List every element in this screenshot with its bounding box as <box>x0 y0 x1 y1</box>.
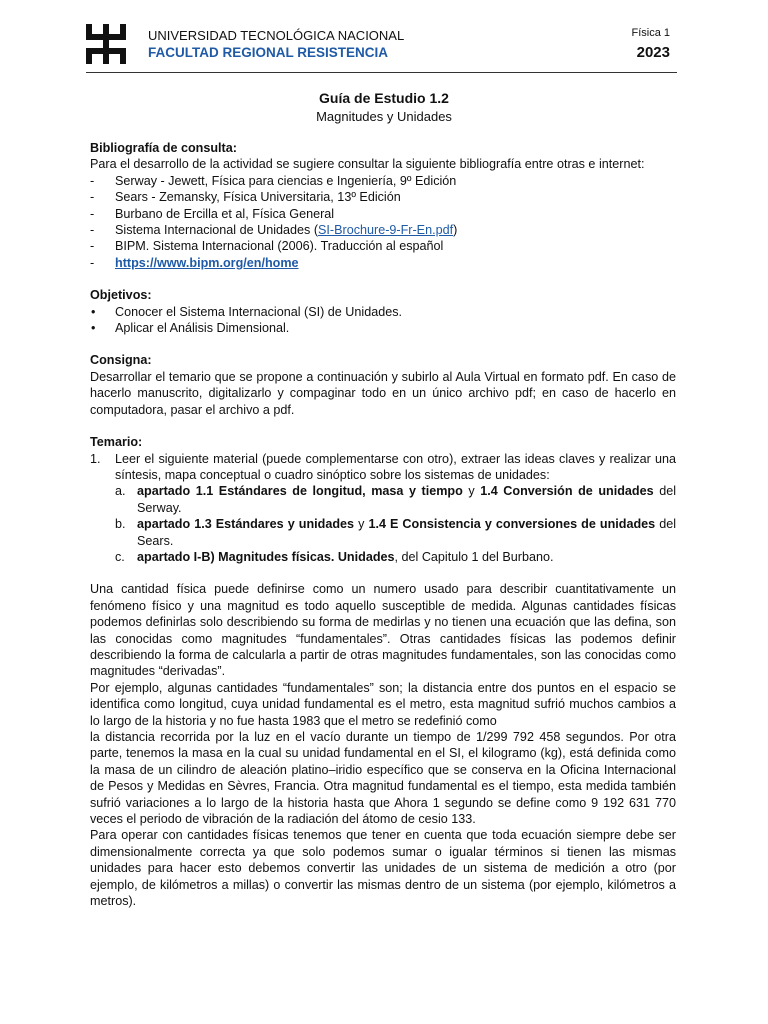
subitem-letter: b. <box>115 517 126 532</box>
bibliography-heading: Bibliografía de consulta: <box>90 141 237 155</box>
subitem-letter: c. <box>115 549 125 564</box>
bibliography-item: - BIPM. Sistema Internacional (2006). Traducción al español <box>90 238 676 254</box>
year-label: 2023 <box>636 44 670 61</box>
faculty-name: FACULTAD REGIONAL RESISTENCIA <box>148 45 389 60</box>
si-suffix: ) <box>453 223 458 238</box>
si-prefix: Sistema Internacional de Unidades ( <box>115 223 319 238</box>
body-paragraph: Una cantidad física puede definirse como un numero usado para describir cuantitativamente un fenómeno físico y una magnitud es todo aquello susceptible de medida. Algunas cantidades físicas podemos definirlas solo describiendo su forma de medirlas y no tienen una ecuación que las defina, son las conocidas como magnitudes “fundamentales”. Otras cantidades físicas las podemos definir describiendo la forma de calcularla a partir de otras magnitudes fundamentales, son las conocidas como magnitudes “derivadas”. <box>90 582 676 679</box>
header-divider <box>86 72 677 73</box>
assignment-heading: Consigna: <box>90 353 152 368</box>
bibliography-item: - Sears - Zemansky, Física Universitaria, 13º Edición <box>90 189 676 205</box>
bibliography-intro: Para el desarrollo de la actividad se sugiere consultar la siguiente bibliografía entre otras e internet: <box>90 157 645 172</box>
syllabus-heading: Temario: <box>90 435 143 450</box>
subitem-part: apartado I-B) Magnitudes físicas. Unidades <box>137 549 395 564</box>
si-brochure-link[interactable]: SI-Brochure-9-Fr-En.pdf <box>318 223 454 238</box>
bibliography-item-link <box>90 255 676 271</box>
subitem-letter: a. <box>115 484 126 499</box>
subject-label: Física 1 <box>631 27 670 39</box>
body-paragraph: Para operar con cantidades físicas tenemos que tener en cuenta que toda ecuación siempre debe ser dimensionalmente correcta ya que solo podemos sumar o igualar términos si tienen las mismas unidades para hacer esto debemos convertir las unidades de un sistema de medición a otro (por ejemplo, de kilómetros a millas) o convertir las mismas dentro de un sistema (por ejemplo, kilómetros a metros). <box>90 828 676 909</box>
objectives-heading: Objetivos: <box>90 288 152 303</box>
document-title: Guía de Estudio 1.2 <box>319 90 449 106</box>
spacer <box>90 271 676 287</box>
subitem-part: apartado 1.3 Estándares y unidades <box>137 517 355 532</box>
subitem-source: del Serway. <box>137 484 676 515</box>
bibliography-item: - Burbano de Ercilla et al, Física General <box>90 206 676 222</box>
syllabus-subitem <box>90 549 676 565</box>
utn-logo <box>86 24 126 64</box>
university-name: UNIVERSIDAD TECNOLÓGICA NACIONAL <box>148 28 405 43</box>
bibliography-list <box>90 173 676 271</box>
syllabus-sublist <box>90 483 676 565</box>
objective-item: • Aplicar el Análisis Dimensional. <box>90 320 676 336</box>
objective-item: • Conocer el Sistema Internacional (SI) de Unidades. <box>90 304 676 320</box>
subitem-connector: y <box>354 517 369 532</box>
document-body <box>90 140 676 909</box>
subitem-part: apartado 1.1 Estándares de longitud, masa y tiempo <box>137 484 463 499</box>
bibliography-item: - Serway - Jewett, Física para ciencias e Ingeniería, 9º Edición <box>90 173 676 189</box>
subitem-part: 1.4 E Consistencia y conversiones de unidades <box>368 517 656 532</box>
subitem-source: , del Capitulo 1 del Burbano. <box>394 549 554 564</box>
spacer <box>90 336 676 352</box>
spacer <box>90 565 676 581</box>
document-subtitle: Magnitudes y Unidades <box>316 109 452 124</box>
body-paragraph: la distancia recorrida por la luz en el vacío durante un tiempo de 1/299 792 458 segundos. Por otra parte, tenemos la masa en la cual su unidad fundamental en el SI, el kilogramo (kg), está definida como la masa de un cilindro de aleación platino–iridio específico que se conserva en la Oficina Internacional de Pesos y Medidas en Sèvres, Francia. Otra magnitud fundamental es el tiempo, esta medida también sufrió variaciones a lo largo de la historia hasta que Ahora 1 segundo se define como 9 192 631 770 veces el periodo de vibración de la radiación del átomo de cesio 133. <box>90 730 676 827</box>
syllabus-subitem <box>90 516 676 549</box>
bibliography-item-si <box>90 222 676 238</box>
bipm-link[interactable]: https://www.bipm.org/en/home <box>115 255 299 270</box>
syllabus-item <box>90 451 676 484</box>
assignment-text: Desarrollar el temario que se propone a continuación y subirlo al Aula Virtual en formato pdf. En caso de hacerlo manuscrito, digitalizarlo y compaginar todo en un único archivo pdf; en caso de hacerlo en computadora, pasar el archivo a pdf. <box>90 369 676 417</box>
syllabus-item-number: 1. <box>90 451 101 466</box>
subitem-part: 1.4 Conversión de unidades <box>480 484 654 499</box>
subitem-connector: y <box>462 484 481 499</box>
body-paragraph: Por ejemplo, algunas cantidades “fundamentales” son; la distancia entre dos puntos en el espacio se identifica como longitud, cuya unidad fundamental es el metro, esta magnitud sufrió muchos cambios a lo largo de la historia y no fue hasta 1983 que el metro se redefinió como <box>90 680 676 728</box>
objectives-list <box>90 304 676 337</box>
spacer <box>90 418 676 434</box>
syllabus-subitem <box>90 483 676 516</box>
syllabus-item-text: Leer el siguiente material (puede complementarse con otro), extraer las ideas claves y realizar una síntesis, mapa conceptual o cuadro sinóptico sobre los sistemas de unidades: <box>115 451 676 482</box>
subitem-source: del Sears. <box>137 517 677 548</box>
